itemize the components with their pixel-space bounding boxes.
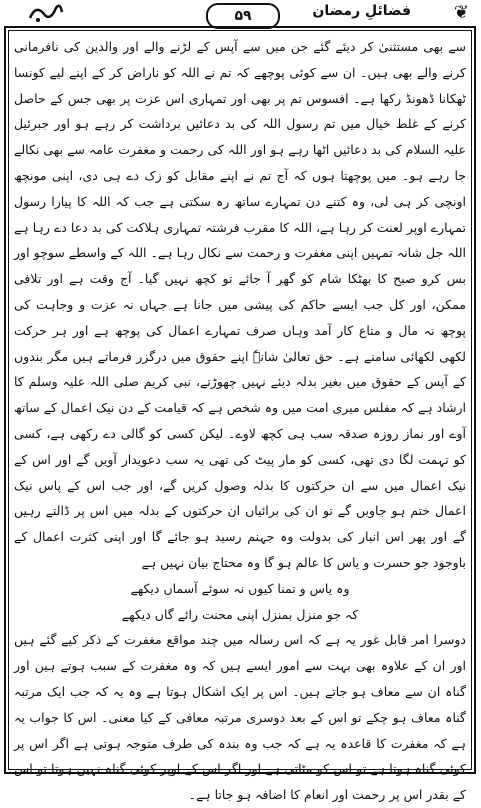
calligraphy-ornament-icon <box>26 0 66 26</box>
paragraph-1: سے بھی مستثنیٰ کر دیئے گئے جن میں سے آپس کے لڑنے والے اور والدین کی نافرمانی کرنے والے بھی ہیں۔ ان سے کوئی پوچھے کہ تم نے اللہ کو ناراض کر کے اپنے لیے کونسا ٹھکانا ڈھونڈ رکھا ہے۔ افسوس تم پر بھی اور تمہاری اس عزت پر بھی جس کے حاصل کرنے کے غلط خیال میں تم رسول اللہ کی بد دعائیں برداشت کر رہے ہو اور جبرئیل علیہ السلام کی بد دعائیں اٹھا رہے ہو اور اللہ کی رحمت و مغفرت عامہ سے بھی نکالے جا رہے ہو۔ میں پوچھتا ہوں کہ آج تم نے اپنے مقابل کو زک دے ہی دی، اپنی مونچھ اونچی کر ہی لی، وہ کتنے دن تمہارے ساتھ رہ سکتی ہے جب کہ اللہ کا پیارا رسول تمہارے اوپر لعنت کر رہا ہے، اللہ کا مقرب فرشتہ تمہاری ہلاکت کی بد دعا دے رہا ہے اللہ جل شانہ تمہیں اپنی مغفرت و رحمت سے نکال رہا ہے۔ اللہ کے واسطے سوچو اور بس کرو صبح کا بھٹکا شام کو گھر آ جائے تو کچھ نہیں گیا۔ آج وقت ہے اور تلافی ممکن، اور کل جب ایسے حاکم کی پیشی میں جانا ہے جہاں نہ عزت و وجاہت کی پوچھ نہ مال و متاع کار آمد وہاں صرف تمہارے اعمال کی پوچھ ہے اور ہر حرکت لکھی لکھائی سامنے ہے۔ حق تعالیٰ شانہٗ اپنے حقوق میں درگزر فرماتے ہیں مگر بندوں کے آپس کے حقوق میں بغیر بدلہ دیئے نہیں چھوڑتے، نبی کریم صلی اللہ علیہ وسلم کا ارشاد ہے کہ مفلس میری امت میں وہ شخص ہے کہ قیامت کے دن نیک اعمال کے ساتھ آوے اور نماز روزہ صدقہ سب ہی کچھ لاوے۔ لیکن کسی کو گالی دے رکھی ہے، کسی کو تہمت لگا دی تھی، کسی کو مار پیٹ کی تھی یہ سب دعویدار آویں گے اور اس کے نیک اعمال میں سے ان حرکتوں کا بدلہ وصول کریں گے، اور جب اس کے پاس نیک اعمال ختم ہو جاویں گے تو ان کی برائیاں ان حرکتوں کے بدلہ میں اس پر ڈالتے رہیں گے اور پھر اس انبار کی بدولت وہ جہنم رسید ہو جائے گا اور اپنی کثرت اعمال کے باوجود جو حسرت و یاس کا عالم ہو گا وہ محتاج بیان نہیں ہے <box>14 39 466 570</box>
page-body <box>14 34 466 808</box>
verse-line-2: کہ جو منزل بمنزل اپنی محنت رائے گاں دیکھے <box>121 606 359 622</box>
verse-line-1: وہ یاس و تمنا کیوں نہ سوئے آسماں دیکھے <box>130 580 350 596</box>
paragraph-2: دوسرا امر قابل غور یہ ہے کہ اس رسالہ میں چند مواقع مغفرت کے ذکر کیے گئے ہیں اور ان کے علاوہ بھی بہت سے امور ایسے ہیں کہ وہ مغفرت کے سبب ہوتے ہیں اور گناہ ان سے معاف ہو جاتے ہیں۔ اس پر ایک اشکال ہوتا ہے وہ یہ کہ جب ایک مرتبہ گناہ معاف ہو چکے تو اس کے بعد دوسری مرتبہ معافی کے کیا معنی۔ اس کا جواب یہ ہے کہ مغفرت کا قاعدہ یہ ہے کہ جب وہ بندہ کی طرف متوجہ ہوتی ہے اگر اس پر کوئی گناہ ہوتا ہے تو اس کو مٹاتی ہے اور اگر اس کے اوپر کوئی گناہ نہیں ہوتا تو اس کے بقدر اس پر رحمت اور انعام کا اضافہ ہو جاتا ہے۔ <box>14 632 466 803</box>
header-ornament-icon: ❦ <box>453 2 469 23</box>
page-number: ۵۹ <box>206 3 280 29</box>
book-title: فضائلِ رمضان <box>312 3 411 19</box>
